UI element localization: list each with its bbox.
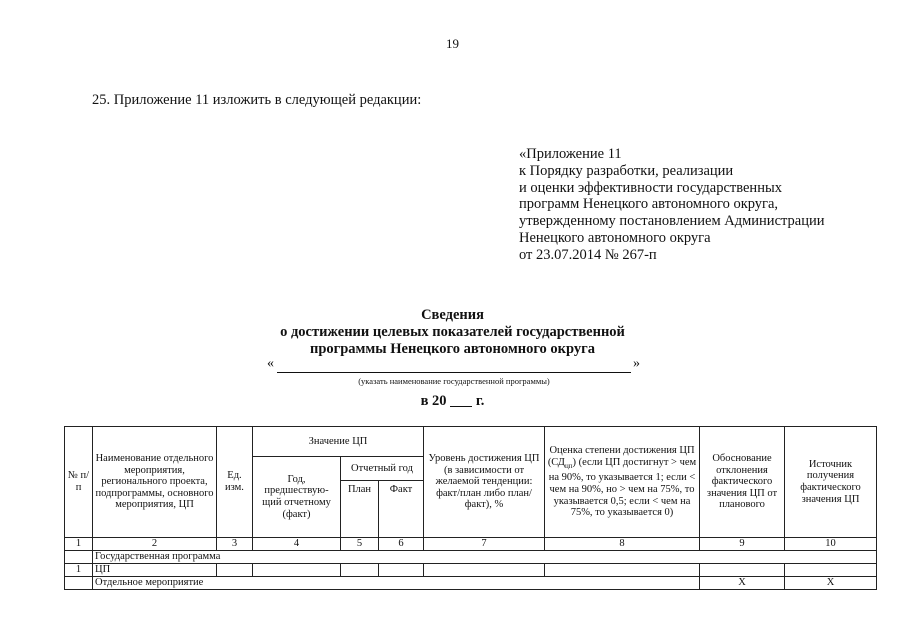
cp-row-number: 1 (65, 563, 93, 576)
report-year (0, 392, 905, 410)
header-report-year: Отчетный год (341, 457, 424, 481)
annex-line: Ненецкого автономного округа (519, 229, 711, 246)
quote-close: » (633, 356, 640, 371)
document-title (0, 307, 905, 358)
table-row (65, 563, 877, 576)
assessment-line2: ) (если ЦП достигнут > чем на 90%, то указывается 1; если < чем на 90%, но > чем на 75%, то указывается 0,5; если < чем на 75%, то указывается 0) (548, 456, 697, 519)
header-source: Источник получения фактического значения ЦП (785, 427, 877, 538)
separate-event-label: Отдельное мероприятие (93, 576, 700, 589)
annex-line: утвержденному постановлением Администрации (519, 213, 825, 230)
cp-label: ЦП (93, 563, 217, 576)
quote-open: « (267, 356, 274, 371)
column-number: 4 (253, 538, 341, 551)
annex-line: и оценки эффективности государственных (519, 179, 782, 196)
assessment-subscript: цп (564, 461, 573, 470)
column-number: 9 (700, 538, 785, 551)
column-number: 6 (379, 538, 424, 551)
page-number: 19 (446, 36, 459, 51)
header-justification: Обоснование отклонения фактического значения ЦП от планового (700, 427, 785, 538)
column-number: 5 (341, 538, 379, 551)
assessment-line1: Оценка степени достижения ЦП (СД (547, 445, 695, 468)
year-suffix: г. (475, 393, 485, 409)
x-mark: X (785, 576, 877, 589)
table-row (65, 550, 877, 563)
header-level: Уровень достижения ЦП (в зависимости от желаемой тенденции: факт/план либо план/факт), % (424, 427, 545, 538)
program-name-blank (277, 372, 631, 373)
header-name: Наименование отдельного мероприятия, регионального проекта, подпрограммы, основного мероприятия, ЦП (93, 427, 217, 538)
annex-line: к Порядку разработки, реализации (519, 162, 734, 179)
title-line: о достижении целевых показателей государственной (280, 324, 625, 340)
program-name-hint: (указать наименование государственной программы) (358, 376, 550, 386)
column-number: 10 (785, 538, 877, 551)
year-prefix: в 20 (420, 393, 447, 409)
annex-line: от 23.07.2014 № 267-п (519, 246, 657, 263)
header-value-group: Значение ЦП (253, 427, 424, 457)
header-fact: Факт (379, 481, 424, 538)
indicators-table (64, 426, 877, 590)
header-prev-year: Год, предшествую-щий отчетному (факт) (253, 457, 341, 538)
header-plan: План (341, 481, 379, 538)
column-number: 2 (93, 538, 217, 551)
header-num: № п/п (65, 427, 93, 538)
title-line: программы Ненецкого автономного округа (309, 341, 595, 357)
header-assessment (545, 427, 700, 538)
annex-line: «Приложение 11 (519, 146, 622, 162)
annex-line: программ Ненецкого автономного округа, (519, 196, 779, 213)
table-row (65, 576, 877, 589)
title-line: Сведения (421, 307, 484, 323)
column-numbers-row (65, 538, 877, 551)
x-mark: X (700, 576, 785, 589)
year-blank (450, 392, 472, 407)
column-number: 3 (217, 538, 253, 551)
column-number: 7 (424, 538, 545, 551)
column-number: 8 (545, 538, 700, 551)
annex-header (519, 146, 824, 264)
gov-program-label: Государственная программа (93, 550, 877, 563)
column-number: 1 (65, 538, 93, 551)
header-unit: Ед. изм. (217, 427, 253, 538)
amendment-intro: 25. Приложение 11 изложить в следующей редакции: (92, 92, 422, 108)
